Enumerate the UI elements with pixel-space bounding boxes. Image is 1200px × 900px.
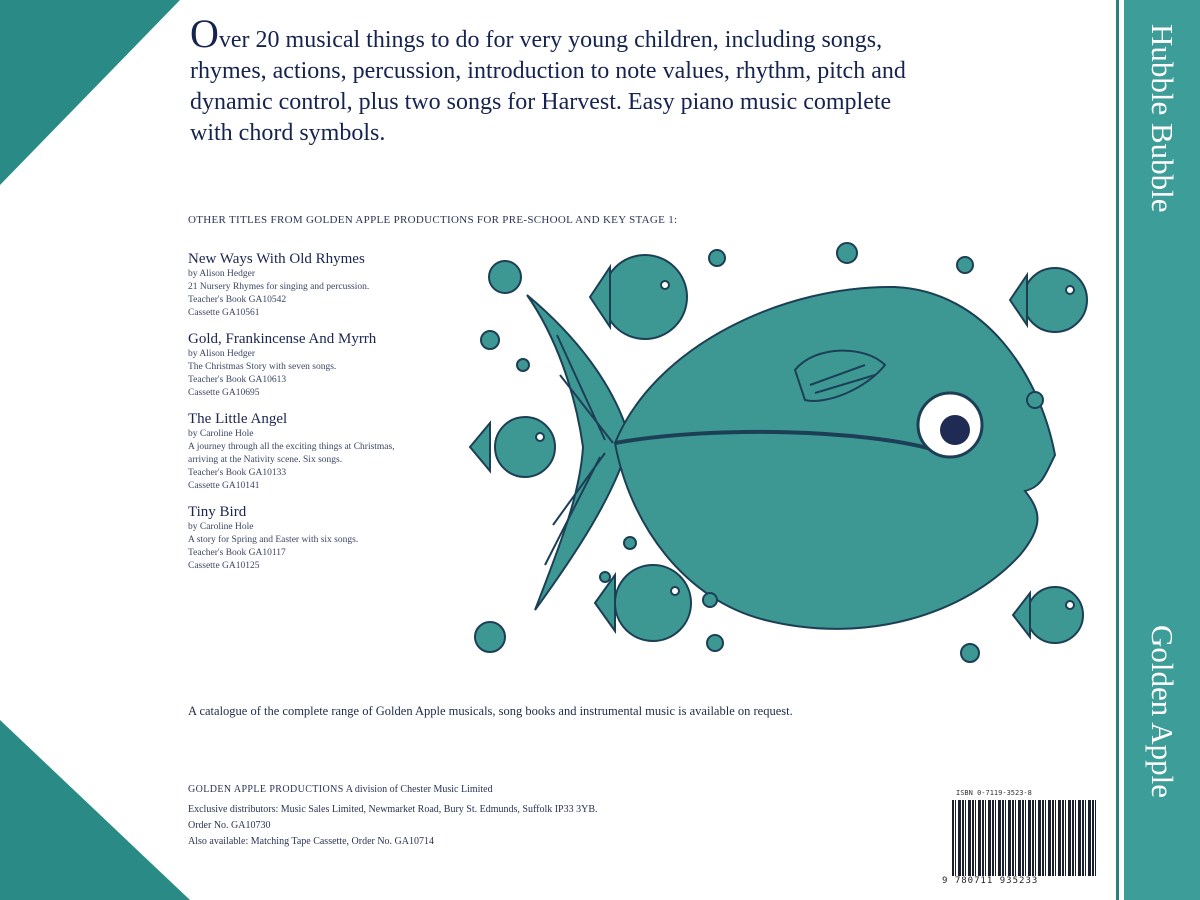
bubble [481,331,499,349]
barcode [930,789,1100,891]
publisher-footer [188,782,848,850]
blurb-initial: O [190,11,219,56]
corner-triangle-bottom [0,720,190,900]
title-line: Cassette GA10561 [188,308,260,318]
title-name: Gold, Frankincense And Myrrh [188,331,377,347]
small-fish [470,417,555,477]
small-fish [590,255,687,339]
bubble [489,261,521,293]
title-line: Cassette GA10125 [188,561,260,571]
title-line: 21 Nursery Rhymes for singing and percussion. [188,282,370,292]
bubble [957,257,973,273]
catalogue-note: A catalogue of the complete range of Golden Apple musicals, song books and instrumental music is available on request. [188,704,793,718]
title-line: A journey through all the exciting things at Christmas, [188,442,395,452]
bubble [1027,392,1043,408]
title-line: by Alison Hedger [188,349,256,359]
bubble [600,572,610,582]
bubble [961,644,979,662]
bubble [624,537,636,549]
small-fish [1010,268,1087,332]
barcode-bars [952,800,1098,876]
title-line: by Alison Hedger [188,269,256,279]
isbn-text: ISBN 0-7119-3523-8 [956,789,1032,797]
bubble [703,593,717,607]
other-titles-heading: OTHER TITLES FROM GOLDEN APPLE PRODUCTIONS FOR PRE-SCHOOL AND KEY STAGE 1: [188,214,678,226]
title-line: Cassette GA10141 [188,481,260,491]
title-line: Teacher's Book GA10613 [188,375,287,385]
title-line: Teacher's Book GA10133 [188,468,287,478]
title-item [188,330,503,400]
title-name: New Ways With Old Rhymes [188,251,365,267]
bubble [475,622,505,652]
title-line: arriving at the Nativity scene. Six songs. [188,455,343,465]
other-titles-list [188,250,503,583]
bubble [837,243,857,263]
spine-divider [1116,0,1119,900]
bubble [707,635,723,651]
blurb [190,11,910,149]
corner-triangle-top [0,0,180,185]
title-line: by Caroline Hole [188,429,254,439]
order-number: Order No. GA10730 [188,820,271,831]
big-fish-pupil [940,415,970,445]
title-item [188,410,503,493]
title-line: A story for Spring and Easter with six songs. [188,535,359,545]
title-name: The Little Angel [188,411,288,427]
title-line: Teacher's Book GA10117 [188,548,286,558]
title-line: Teacher's Book GA10542 [188,295,287,305]
spine-publisher: Golden Apple [1145,625,1180,799]
title-item [188,250,503,320]
publisher-line [188,782,848,798]
also-available: Also available: Matching Tape Cassette, Order No. GA10714 [188,836,435,847]
title-line: Cassette GA10695 [188,388,260,398]
bubble [517,359,529,371]
bubble [709,250,725,266]
small-fish [1013,587,1083,643]
title-name: Tiny Bird [188,504,247,520]
title-item [188,503,503,573]
title-line: by Caroline Hole [188,522,254,532]
blurb-text: ver 20 musical things to do for very young children, including songs, rhymes, actions, percussion, introduction to note values, rhythm, pitch and dynamic control, plus two songs for Harvest. Easy piano music complete with chord symbols. [190,27,906,146]
fish-illustration [465,225,1105,665]
publisher-name: GOLDEN APPLE PRODUCTIONS [188,784,344,795]
title-line: The Christmas Story with seven songs. [188,362,337,372]
spine-title: Hubble Bubble [1145,24,1180,213]
publisher-division: A division of Chester Music Limited [345,784,493,795]
distributors-line: Exclusive distributors: Music Sales Limited, Newmarket Road, Bury St. Edmunds, Suffolk IP33 3YB. [188,804,598,815]
ean-number: 9 780711 935233 [942,876,1039,886]
